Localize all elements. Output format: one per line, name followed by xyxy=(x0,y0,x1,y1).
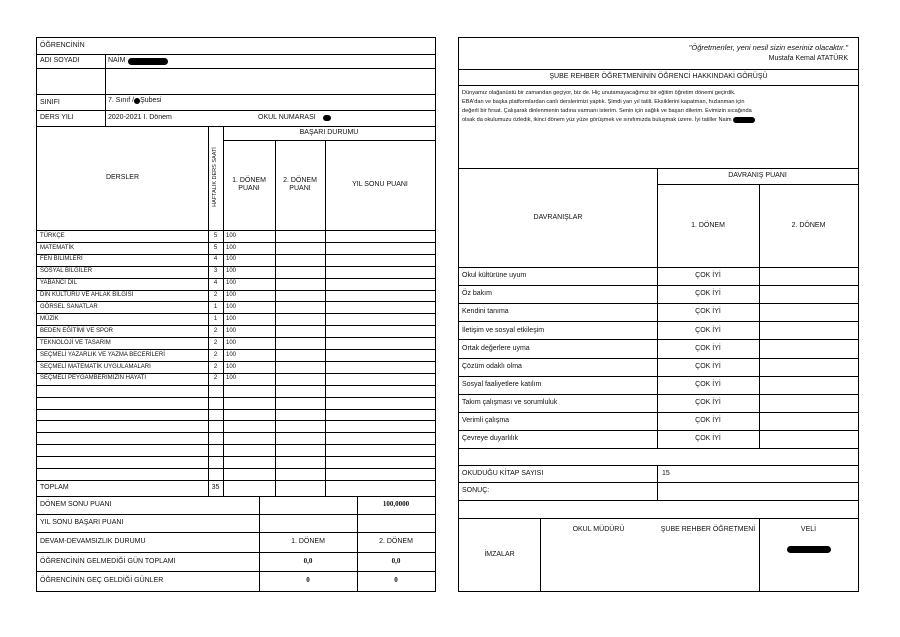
behavior-name: Ortak değerlere uyma xyxy=(462,344,530,352)
behavior-name: Çözüm odaklı olma xyxy=(462,362,522,370)
behavior-name: Takım çalışması ve sorumluluk xyxy=(462,398,558,406)
behavior-term1-score: ÇOK İYİ xyxy=(695,272,721,280)
lesson-name: GÖRSEL SANATLAR xyxy=(40,304,98,311)
absent-days-label: ÖĞRENCİNİN GELMEDİĞİ GÜN TOPLAMI xyxy=(40,557,176,565)
total-hours: 35 xyxy=(211,484,220,492)
table-row xyxy=(37,361,435,373)
attendance-term1: 1. DÖNEM xyxy=(291,538,325,546)
class-text: 7. Sınıf / xyxy=(108,97,135,105)
lesson-name: TÜRKÇE xyxy=(40,232,65,239)
lesson-term1-score: 100 xyxy=(226,327,237,334)
behavior-table xyxy=(459,267,858,448)
lesson-hours: 4 xyxy=(213,256,218,263)
opinion-header: ŞUBE REHBER ÖĞRETMENİNİN ÖĞRENCİ HAKKINDAKİ GÖRÜŞÜ xyxy=(549,73,768,81)
absent-term2: 0,0 xyxy=(391,556,401,565)
lesson-hours: 2 xyxy=(213,292,218,299)
behavior-name: Kendini tanıma xyxy=(462,308,509,316)
behavior-row xyxy=(459,285,858,303)
attendance-label: DEVAM-DEVAMSIZLIK DURUMU xyxy=(40,538,146,546)
behavior-term1-score: ÇOK İYİ xyxy=(695,290,721,298)
redacted-school-number xyxy=(323,115,331,121)
lesson-term1-score: 100 xyxy=(226,363,237,370)
table-row xyxy=(37,313,435,325)
behavior-row xyxy=(459,321,858,339)
table-row xyxy=(37,290,435,302)
table-row xyxy=(37,409,435,421)
behavior-name: İletişim ve sosyal etkileşim xyxy=(462,326,545,334)
lesson-hours: 1 xyxy=(213,315,218,322)
lesson-term1-score: 100 xyxy=(226,375,237,382)
term1-header: 1. DÖNEM PUANI xyxy=(232,177,266,192)
behavior-term1-score: ÇOK İYİ xyxy=(695,417,721,424)
behavior-name: Sosyal faaliyetlere katılım xyxy=(462,380,542,388)
lesson-hours: 5 xyxy=(213,244,218,251)
behavior-term1-score: ÇOK İYİ xyxy=(695,362,721,370)
behavior-name: Okul kültürüne uyum xyxy=(462,272,527,280)
ataturk-quote: "Öğretmenler, yeni nesil sizin eseriniz olacaktır." xyxy=(688,42,848,52)
lesson-name: BEDEN EĞİTİMİ VE SPOR xyxy=(40,327,114,334)
table-row xyxy=(37,468,435,480)
teacher-label: ŞUBE REHBER ÖĞRETMENİ xyxy=(660,526,756,534)
lesson-hours: 2 xyxy=(213,351,218,358)
quote-author: Mustafa Kemal ATATÜRK xyxy=(768,55,848,63)
lesson-hours: 2 xyxy=(213,339,218,346)
report-card-right-page xyxy=(458,37,859,592)
name-text: NAİM xyxy=(108,57,126,65)
student-header: ÖĞRENCİNİN xyxy=(40,42,85,50)
table-row xyxy=(37,385,435,397)
lesson-term1-score: 100 xyxy=(226,280,237,287)
name-label: ADI SOYADI xyxy=(40,57,80,65)
lesson-name: MATEMATİK xyxy=(40,244,75,251)
behavior-row xyxy=(459,339,858,357)
lesson-hours: 3 xyxy=(213,268,218,275)
table-row xyxy=(37,230,435,242)
opinion-line: değerli bir fırsat. Çalışarak dinlenmenin tadına varmanı isterim. Senin için sağlık ve başarı dilerim. Evimizin sıcağında xyxy=(462,108,752,114)
redacted-name xyxy=(733,117,755,123)
lesson-hours: 5 xyxy=(213,232,218,239)
behavior-row xyxy=(459,267,858,285)
lesson-name: FEN BİLİMLERİ xyxy=(40,256,83,263)
behavior-term1-score: ÇOK İYİ xyxy=(695,435,721,443)
success-header: BAŞARI DURUMU xyxy=(299,129,359,137)
redacted-surname xyxy=(128,58,168,65)
lesson-hours: 1 xyxy=(213,304,218,311)
table-row xyxy=(37,266,435,278)
lessons-table xyxy=(37,230,435,480)
lesson-term1-score: 100 xyxy=(226,256,237,263)
year-end-success-label: YIL SONU BAŞARI PUANI xyxy=(40,519,124,527)
behavior-term1-score: ÇOK İYİ xyxy=(695,308,721,316)
lessons-header: DERSLER xyxy=(105,174,140,182)
lesson-hours: 2 xyxy=(213,375,218,382)
table-row xyxy=(37,444,435,456)
redacted-parent-signature xyxy=(787,546,831,553)
school-number-label: OKUL NUMARASI xyxy=(258,114,316,122)
behavior-name: Öz bakım xyxy=(462,290,492,298)
behavior-term1-score: ÇOK İYİ xyxy=(695,344,721,352)
late-days-label: ÖĞRENCİNİN GEÇ GELDİĞİ GÜNLER xyxy=(40,577,164,585)
table-row xyxy=(37,325,435,337)
opinion-line: olsak da okulumuzu özledik, ikinci dönem yüz yüze görüşmek ve sınıfımızda buluşmak üzere. İyi tatiller Naim xyxy=(462,116,854,125)
lesson-name: DİN KÜLTÜRÜ VE AHLAK BİLGİSİ xyxy=(40,292,134,299)
table-row xyxy=(37,420,435,432)
absent-term1: 0,0 xyxy=(303,556,313,565)
term2-header: 2. DÖNEM PUANI xyxy=(283,177,317,192)
behavior-term1-score: ÇOK İYİ xyxy=(695,326,721,334)
lesson-term1-score: 100 xyxy=(226,244,237,251)
result-label: SONUÇ: xyxy=(462,487,490,495)
principal-label: OKUL MÜDÜRÜ xyxy=(572,526,625,534)
table-row xyxy=(37,456,435,468)
total-label: TOPLAM xyxy=(40,484,69,492)
weekly-hours-header: HAFTALIK DERS SAATİ xyxy=(212,147,218,207)
table-row xyxy=(37,242,435,254)
behavior-row xyxy=(459,430,858,448)
books-value: 15 xyxy=(662,469,670,477)
term-end-label: DÖNEM SONU PUANI xyxy=(40,501,112,509)
year-end-header: YIL SONU PUANI xyxy=(352,181,408,189)
name-value xyxy=(105,54,305,68)
behavior-term1-score: ÇOK İYİ xyxy=(695,380,721,388)
table-row xyxy=(37,278,435,290)
lesson-name: SOSYAL BİLGİLER xyxy=(40,268,93,275)
behavior-row xyxy=(459,394,858,412)
lesson-hours: 2 xyxy=(213,363,218,370)
term-end-value: 100,0000 xyxy=(382,500,410,509)
lesson-name: SEÇMELİ PEYGAMBERİMİZİN HAYATI xyxy=(40,375,147,382)
behavior-name: Verimli çalışma xyxy=(462,417,510,424)
late-term2: 0 xyxy=(394,576,398,585)
late-term1: 0 xyxy=(306,576,310,585)
signatures-label: İMZALAR xyxy=(484,550,515,558)
class-value xyxy=(105,94,305,108)
behavior-name: Çevreye duyarlılık xyxy=(462,435,519,443)
class-label: SINIFI xyxy=(40,99,60,107)
behavior-term1-header: 1. DÖNEM xyxy=(691,221,725,229)
lesson-term1-score: 100 xyxy=(226,339,237,346)
lesson-term1-score: 100 xyxy=(226,292,237,299)
table-row xyxy=(37,397,435,409)
opinion-line: Dünyamız olağanüstü bir zamandan geçiyor, biz de. Hiç unutamayacağımız bir eğitim öğretim dönemi geçirdik. xyxy=(462,90,736,96)
lesson-term1-score: 100 xyxy=(226,232,237,239)
attendance-term2: 2. DÖNEM xyxy=(379,538,413,546)
behavior-row xyxy=(459,376,858,394)
table-row xyxy=(37,349,435,361)
lesson-hours: 2 xyxy=(213,327,218,334)
year-label: DERS YILI xyxy=(40,114,74,122)
lesson-name: TEKNOLOJİ VE TASARIM xyxy=(40,339,111,346)
lesson-term1-score: 100 xyxy=(226,304,237,311)
lesson-term1-score: 100 xyxy=(226,315,237,322)
lesson-term1-score: 100 xyxy=(226,268,237,275)
table-row xyxy=(37,337,435,349)
lesson-name: SEÇMELİ YAZARLIK VE YAZMA BECERİLERİ xyxy=(40,351,165,358)
lesson-hours: 4 xyxy=(213,280,218,287)
table-row xyxy=(37,301,435,313)
lesson-name: MÜZİK xyxy=(40,315,59,322)
table-row xyxy=(37,432,435,444)
lesson-name: SEÇMELİ MATEMATİK UYGULAMALARI xyxy=(40,363,151,370)
behavior-row xyxy=(459,303,858,321)
behavior-score-header: DAVRANIŞ PUANI xyxy=(728,172,787,180)
opinion-text xyxy=(462,89,854,125)
parent-label: VELİ xyxy=(800,526,817,534)
table-row xyxy=(37,254,435,266)
behavior-row xyxy=(459,358,858,376)
behavior-row xyxy=(459,412,858,430)
behavior-term2-header: 2. DÖNEM xyxy=(791,221,826,229)
class-suffix: Şubesi xyxy=(140,97,162,105)
report-card-left-page xyxy=(36,37,436,592)
behavior-term1-score: ÇOK İYİ xyxy=(695,398,721,406)
opinion-line: EBA'dan ve başka platformlardan canlı derslerimizi yaptık. Şimdi yarı yıl tatili. Eksiklerini kapatman, hızlanman için xyxy=(462,99,745,105)
books-label: OKUDUĞU KİTAP SAYISI xyxy=(462,469,544,477)
lesson-term1-score: 100 xyxy=(226,351,237,358)
table-row xyxy=(37,373,435,385)
lesson-name: YABANCI DİL xyxy=(40,280,77,287)
behavior-header: DAVRANIŞLAR xyxy=(533,213,583,221)
year-value: 2020-2021 I. Dönem xyxy=(108,114,172,122)
